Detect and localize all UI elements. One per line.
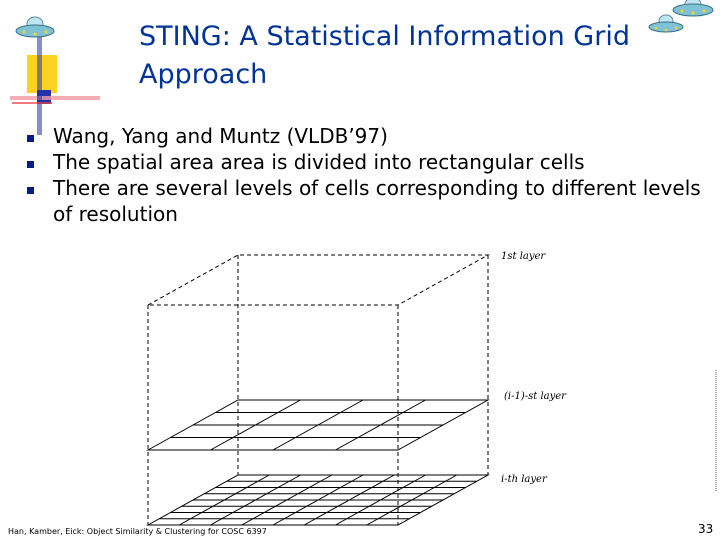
square-bullet-icon — [27, 161, 34, 168]
middle-layer-grid — [148, 400, 488, 450]
grid-layers-diagram — [140, 245, 580, 530]
bullet-text: The spatial area area is divided into rectangular cells — [53, 150, 585, 174]
bullet-list — [24, 123, 704, 227]
middle-layer-label: (i-1)-st layer — [504, 391, 566, 402]
page-number: 33 — [698, 522, 714, 536]
last-layer-grid — [148, 475, 488, 525]
slide-title: STING: A Statistical Information Grid Approach — [139, 21, 630, 90]
square-bullet-icon — [27, 187, 34, 194]
bullet-text: Wang, Yang and Muntz (VLDB’97) — [53, 124, 388, 148]
bullet-item — [24, 123, 704, 149]
first-layer-label: 1st layer — [501, 251, 546, 262]
grid-layers-figure — [140, 245, 580, 534]
square-bullet-icon — [27, 135, 34, 142]
footer-text: Han, Kamber, Eick: Object Similarity & Clustering for COSC 6397 — [8, 527, 267, 536]
bullet-text: There are several levels of cells corresponding to different levels of resolution — [53, 176, 701, 226]
last-layer-label: i-th layer — [501, 474, 547, 485]
bullet-item — [24, 149, 704, 175]
edge-divider — [715, 370, 718, 492]
bullet-item — [24, 175, 704, 227]
first-layer-cell — [148, 255, 488, 525]
ufo-icon — [15, 14, 55, 42]
